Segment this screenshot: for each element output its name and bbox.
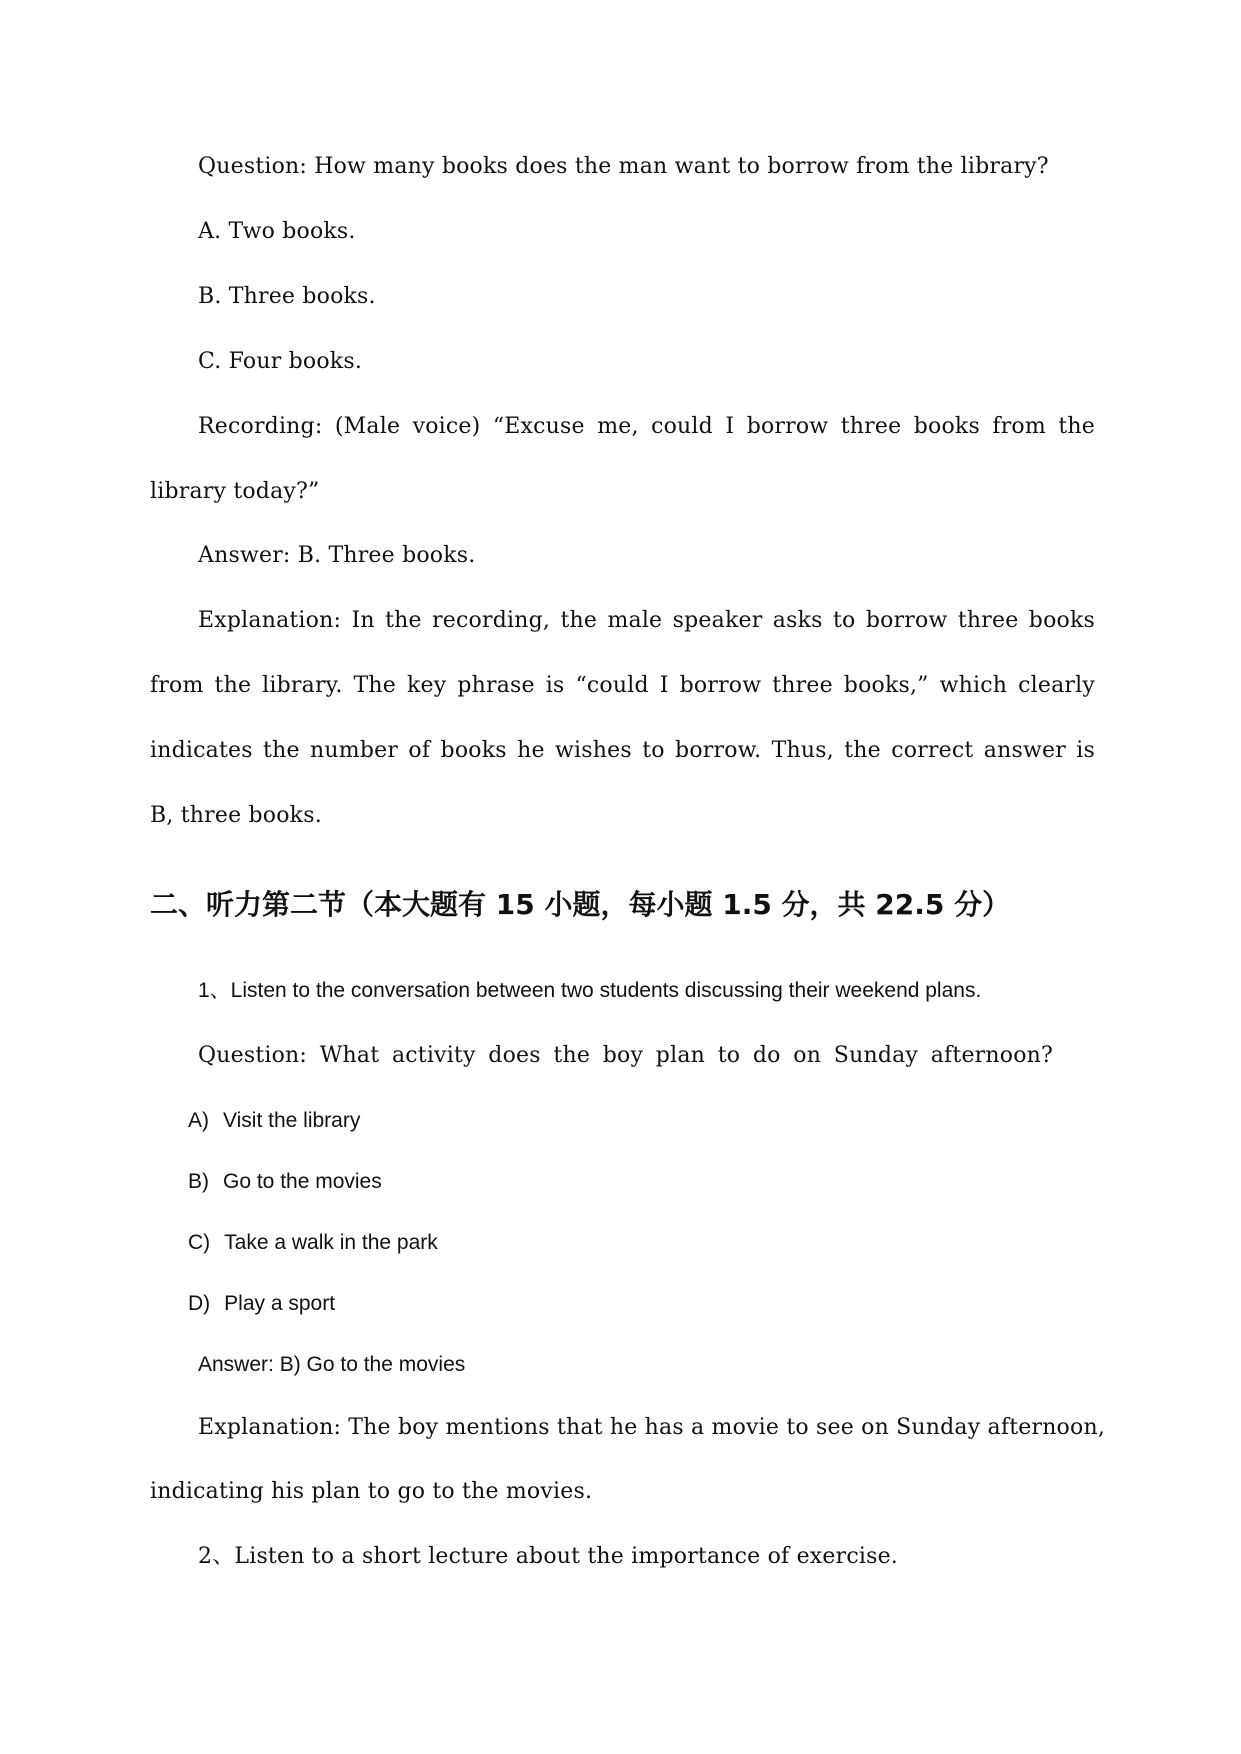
option-letter: D): [188, 1292, 211, 1315]
option-b: B. Three books.: [198, 284, 376, 309]
option-letter: A): [188, 1109, 209, 1132]
recording-line-1: Recording: (Male voice) “Excuse me, could I borrow three books from the: [198, 414, 1095, 439]
explanation-line-1: Explanation: In the recording, the male speaker asks to borrow three books: [198, 608, 1095, 633]
option-text: Visit the library: [223, 1109, 361, 1132]
q1-option-b: [188, 1171, 382, 1192]
explanation-line-2: from the library. The key phrase is “could I borrow three books,” which clearly: [150, 673, 1095, 698]
question-text: Question: How many books does the man want to borrow from the library?: [198, 154, 1049, 179]
option-text: Go to the movies: [223, 1170, 382, 1193]
explanation-line-4: B, three books.: [150, 803, 322, 828]
q1-question: Question: What activity does the boy plan to do on Sunday afternoon?: [198, 1043, 1053, 1068]
option-text: Take a walk in the park: [224, 1231, 438, 1254]
q1-answer: Answer: B) Go to the movies: [198, 1353, 466, 1376]
q1-prompt: 1、Listen to the conversation between two students discussing their weekend plans.: [198, 979, 982, 1002]
q1-option-d: [188, 1293, 335, 1314]
answer-text: Answer: B. Three books.: [198, 543, 476, 568]
option-text: Play a sport: [224, 1292, 336, 1315]
q1-option-c: [188, 1232, 438, 1253]
recording-line-2: library today?”: [150, 479, 320, 504]
option-c: C. Four books.: [198, 349, 363, 374]
q2-prompt: 2、Listen to a short lecture about the importance of exercise.: [198, 1544, 898, 1569]
q1-option-a: [188, 1110, 360, 1131]
q1-explanation-line-1: Explanation: The boy mentions that he has a movie to see on Sunday afternoon,: [198, 1415, 1106, 1440]
section-heading: 二、听力第二节（本大题有 15 小题，每小题 1.5 分，共 22.5 分）: [150, 888, 1011, 921]
option-letter: B): [188, 1170, 209, 1193]
option-a: A. Two books.: [198, 219, 356, 244]
q1-explanation-line-2: indicating his plan to go to the movies.: [150, 1479, 593, 1504]
option-letter: C): [188, 1231, 211, 1254]
explanation-line-3: indicates the number of books he wishes to borrow. Thus, the correct answer is: [150, 738, 1095, 763]
